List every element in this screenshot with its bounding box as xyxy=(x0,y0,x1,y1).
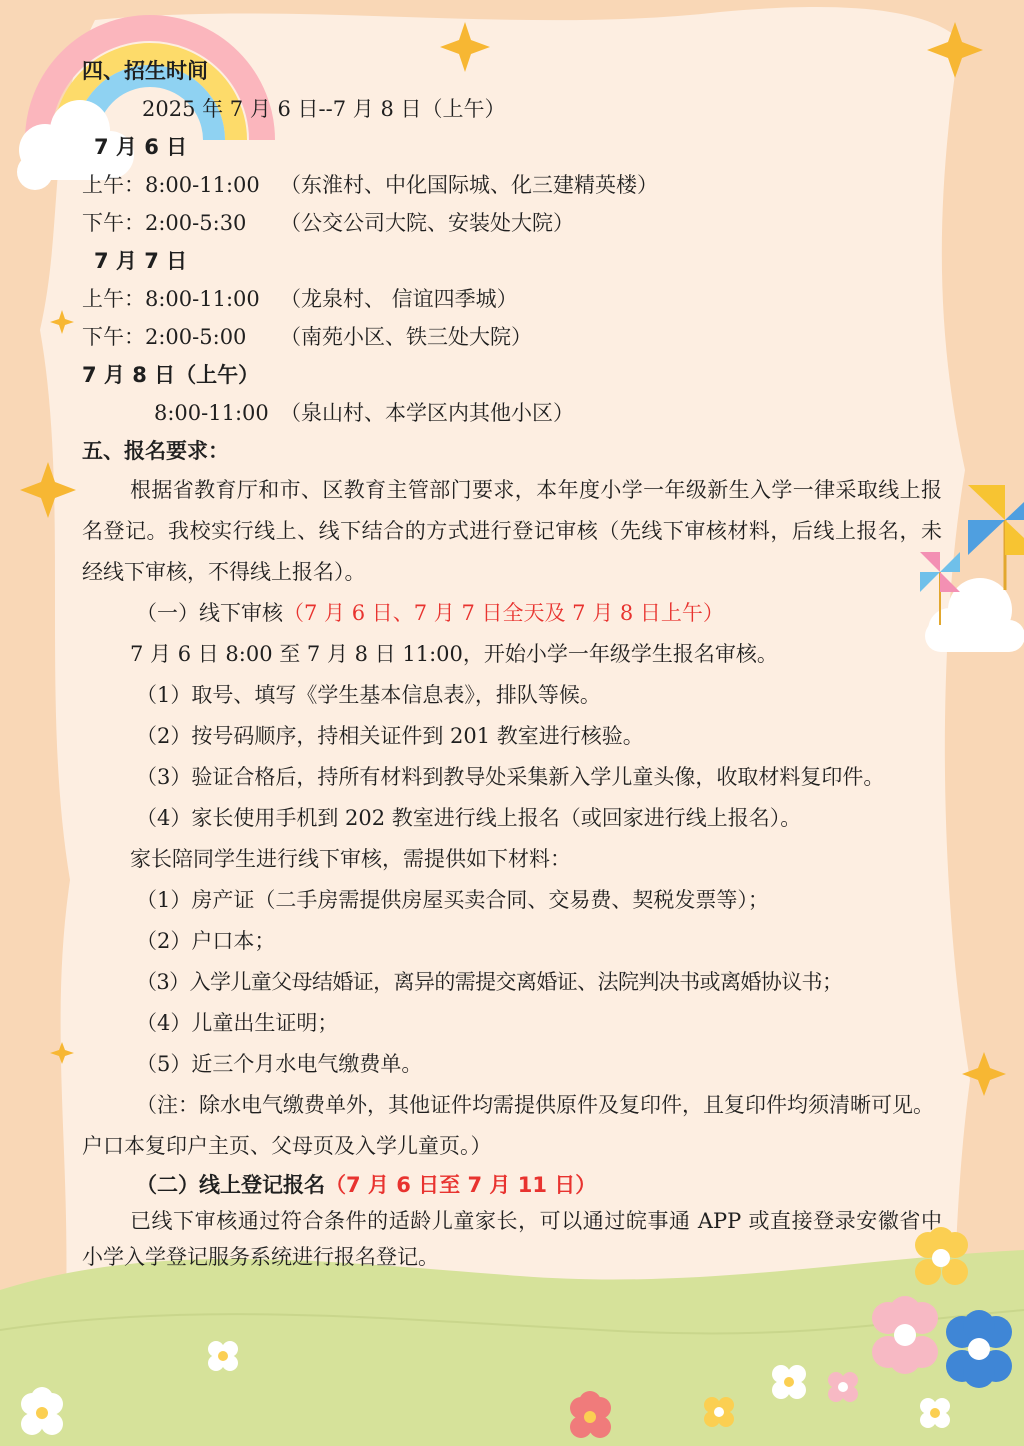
flower-icon xyxy=(828,1372,858,1402)
slot-time: 下午：2:00-5:30 xyxy=(82,211,247,235)
day-label: 7 月 6 日 xyxy=(94,135,188,159)
enrollment-date-range: 2025 年 7 月 6 日--7 月 8 日（上午） xyxy=(142,97,506,121)
slot-time: 上午：8:00-11:00 xyxy=(82,173,260,197)
online-registration-text: 已线下审核通过符合条件的适龄儿童家长，可以通过皖事通 APP 或直接登录安徽省中小学入学登记服务系统进行报名登记。 xyxy=(82,1209,942,1269)
slot-time: 8:00-11:00 xyxy=(154,401,269,425)
subsection-period: （7 月 6 日、7 月 7 日全天及 7 月 8 日上午） xyxy=(283,601,724,625)
flower-icon xyxy=(21,1387,63,1435)
schedule-slot xyxy=(82,318,942,356)
online-registration-title xyxy=(82,1167,942,1203)
slot-time: 上午：8:00-11:00 xyxy=(82,287,260,311)
slot-areas: （南苑小区、铁三处大院） xyxy=(280,325,532,349)
slot-areas: （泉山村、本学区内其他小区） xyxy=(280,401,574,425)
schedule-slot xyxy=(82,394,942,432)
subsection-period: （7 月 6 日至 7 月 11 日） xyxy=(325,1173,597,1197)
materials-intro: 家长陪同学生进行线下审核，需提供如下材料： xyxy=(130,847,571,871)
flower-icon xyxy=(704,1397,734,1427)
materials-note: （注：除水电气缴费单外，其他证件均需提供原件及复印件，且复印件均须清晰可见。户口本复印户主页、父母页及入学儿童页。） xyxy=(82,1093,934,1158)
list-item: （3）验证合格后，持所有材料到教导处采集新入学儿童头像，收取材料复印件。 xyxy=(136,765,885,789)
list-item: （2）按号码顺序，持相关证件到 201 教室进行核验。 xyxy=(136,724,644,748)
list-item: （4）儿童出生证明； xyxy=(136,1011,339,1035)
flower-icon xyxy=(208,1341,238,1371)
subsection-title: （二）线上登记报名 xyxy=(136,1173,325,1197)
offline-review-start: 7 月 6 日 8:00 至 7 月 8 日 11:00，开始小学一年级学生报名审核。 xyxy=(130,642,778,666)
slot-areas: （东淮村、中化国际城、化三建精英楼） xyxy=(280,173,658,197)
section-heading: 四、招生时间 xyxy=(82,59,208,83)
list-item: （3）入学儿童父母结婚证，离异的需提交离婚证、法院判决书或离婚协议书； xyxy=(136,970,843,994)
flower-icon xyxy=(920,1398,950,1428)
document-content xyxy=(82,52,942,1275)
schedule-slot xyxy=(82,280,942,318)
list-item: （5）近三个月水电气缴费单。 xyxy=(136,1052,423,1076)
day-label: 7 月 8 日（上午） xyxy=(82,363,260,387)
requirements-intro: 根据省教育厅和市、区教育主管部门要求，本年度小学一年级新生入学一律采取线上报名登记。我校实行线上、线下结合的方式进行登记审核（先线下审核材料，后线上报名，未经线下审核，不得线上报名）。 xyxy=(82,478,942,584)
day-label: 7 月 7 日 xyxy=(94,249,188,273)
subsection-title: （一）线下审核 xyxy=(136,601,283,625)
grass-hill xyxy=(0,1250,1024,1446)
list-item: （2）户口本； xyxy=(136,929,276,953)
list-item: （4）家长使用手机到 202 教室进行线上报名（或回家进行线上报名）。 xyxy=(136,806,802,830)
schedule-slot xyxy=(82,204,942,242)
flower-icon xyxy=(772,1365,806,1399)
slot-areas: （龙泉村、 信谊四季城） xyxy=(280,287,518,311)
pinwheel-icon xyxy=(968,485,1024,590)
slot-areas: （公交公司大院、安装处大院） xyxy=(280,211,574,235)
list-item: （1）取号、填写《学生基本信息表》，排队等候。 xyxy=(136,683,601,707)
list-item: （1）房产证（二手房需提供房屋买卖合同、交易费、契税发票等）； xyxy=(136,888,769,912)
offline-review-title xyxy=(82,593,942,634)
slot-time: 下午：2:00-5:00 xyxy=(82,325,247,349)
section-heading: 五、报名要求： xyxy=(82,439,229,463)
schedule-slot xyxy=(82,166,942,204)
